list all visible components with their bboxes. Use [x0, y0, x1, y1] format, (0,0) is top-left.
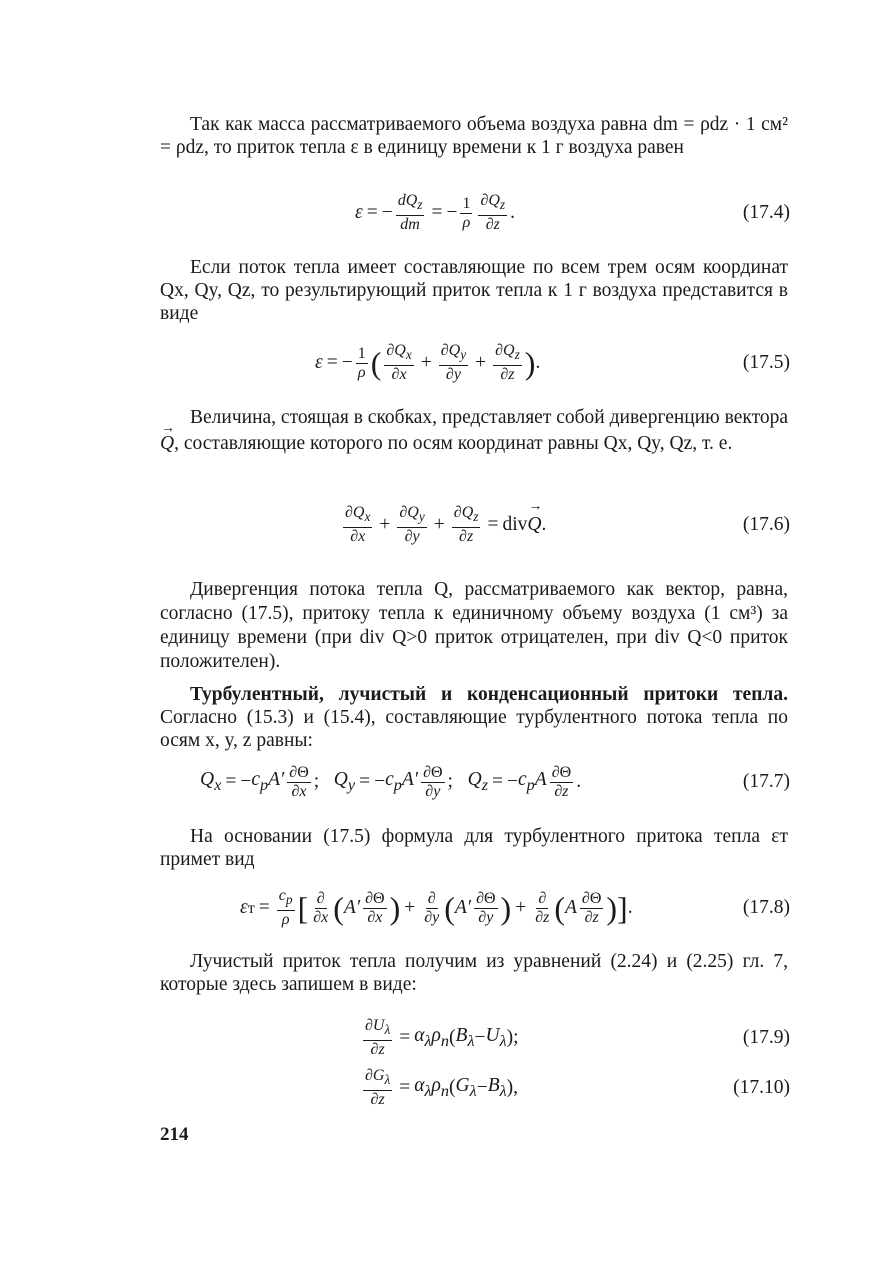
equation-17-7-number: (17.7) — [742, 771, 790, 792]
paragraph-divergence-flow — [160, 578, 788, 674]
equation-17-9-formula: $\frac{\partial U_\lambda}{\partial z}$ = $\alpha_\lambda\rho_п$ ( $B_\lambda$ − $U_\lambda$ ); — [365, 1017, 519, 1058]
paragraph-divergence-text-b: , составляющие которого по осям координат равны Qx, Qy, Qz, т. е. — [174, 433, 733, 454]
paragraph-radiative — [160, 950, 788, 996]
equation-17-10 — [160, 1063, 790, 1113]
paragraph-divergence: Величина, стоящая в скобках, представляет собой дивергенцию вектора → Q, составляющие которого по осям координат равны Qx, Qy, Qz, т. е. — [160, 405, 788, 457]
equation-17-4 — [160, 188, 790, 238]
paragraph-mass-text: Так как масса рассматриваемого объема воздуха равна dm = ρdz · 1 см² = ρdz, то приток тепла ε в единицу времени к 1 г воздуха равен — [160, 114, 788, 158]
equation-17-8 — [160, 883, 790, 933]
equation-17-5-formula: ε = − $\frac{1}{\rho}$ ( $\frac{\partial Q_x}{\partial x}$ + $\frac{\partial Q_y}{\partial y}$ + $\frac{\partial Q_z}{\partial z}$ ) . — [315, 342, 541, 383]
equation-17-6-formula: $\frac{\partial Q_x}{\partial x}$ + $\frac{\partial Q_y}{\partial y}$ + $\frac{\partial Q_z}{\partial z}$ = div → Q . — [340, 500, 546, 550]
paragraph-divergence-flow-text: Дивергенция потока тепла Q, рассматриваемого как вектор, равна, согласно (17.5), притоку тепла к единичному объему воздуха (1 см³) за единицу времени (при div Q>0 приток отрицателен, при div Q<0 приток положителен). — [160, 579, 788, 672]
paragraph-radiative-text: Лучистый приток тепла получим из уравнений (2.24) и (2.25) гл. 7, которые здесь запишем в виде: — [160, 951, 788, 995]
paragraph-components-text: Если поток тепла имеет составляющие по всем трем осям координат Qx, Qy, Qz, то результирующий приток тепла к 1 г воздуха представится в виде — [160, 257, 788, 324]
equation-17-10-formula: $\frac{\partial G_\lambda}{\partial z}$ = $\alpha_\lambda\rho_п$ ( $G_\lambda$ − $B_\lambda$ ), — [365, 1067, 519, 1108]
equation-17-6 — [160, 500, 790, 550]
equation-17-10-number: (17.10) — [733, 1077, 790, 1098]
equation-17-9-number: (17.9) — [742, 1027, 790, 1048]
paragraph-components — [160, 256, 788, 325]
paragraph-turbulent — [160, 683, 788, 752]
equation-17-7 — [160, 757, 790, 807]
section-heading: Турбулентный, лучистый и конденсационный притоки тепла. — [190, 684, 788, 705]
paragraph-turbulent-formula-text: На основании (17.5) формула для турбулентного притока тепла εт примет вид — [160, 826, 788, 870]
equation-17-5 — [160, 338, 790, 388]
paragraph-turbulent-text: Согласно (15.3) и (15.4), составляющие турбулентного потока тепла по осям x, y, z равны: — [160, 707, 788, 751]
paragraph-mass — [160, 113, 788, 159]
equation-17-4-formula: ε = − $\frac{dQ_z}{dm}$ = − $\frac{1}{\rho}$ $\frac{\partial Q_z}{\partial z}$ . — [355, 192, 515, 233]
equation-17-8-formula: ε т = $\frac{c_p}{\rho}$ [ $\frac{\partial}{\partial x}$ ( A′ $\frac{\partial\Theta}{\partial x}$ ) + $\frac{\partial}{\partial y}$ ( A′ $\frac{\partial\Theta}{\partial y}$ ) + $\frac{\partial}{\partial z}$ ( A $\frac{\partial\Theta}{\partial z}$ )] . — [240, 887, 633, 928]
equation-17-8-number: (17.8) — [742, 897, 790, 918]
paragraph-divergence-text-a: Величина, стоящая в скобках, представляет собой дивергенцию вектора — [190, 407, 788, 428]
equation-17-9 — [160, 1013, 790, 1063]
equation-17-7-formula: $Q_x$ = − $c_pA'$ $\frac{\partial\Theta}{\partial x}$ ; $Q_y$ = − $c_pA'$ $\frac{\partial\Theta}{\partial y}$ ; $Q_z$ = − $c_pA$ $\frac{\partial\Theta}{\partial z}$ . — [200, 763, 582, 800]
page-number: 214 — [160, 1124, 189, 1145]
equation-17-5-number: (17.5) — [742, 352, 790, 373]
paragraph-turbulent-formula — [160, 825, 788, 871]
equation-17-4-number: (17.4) — [742, 202, 790, 223]
equation-17-6-number: (17.6) — [742, 514, 790, 535]
